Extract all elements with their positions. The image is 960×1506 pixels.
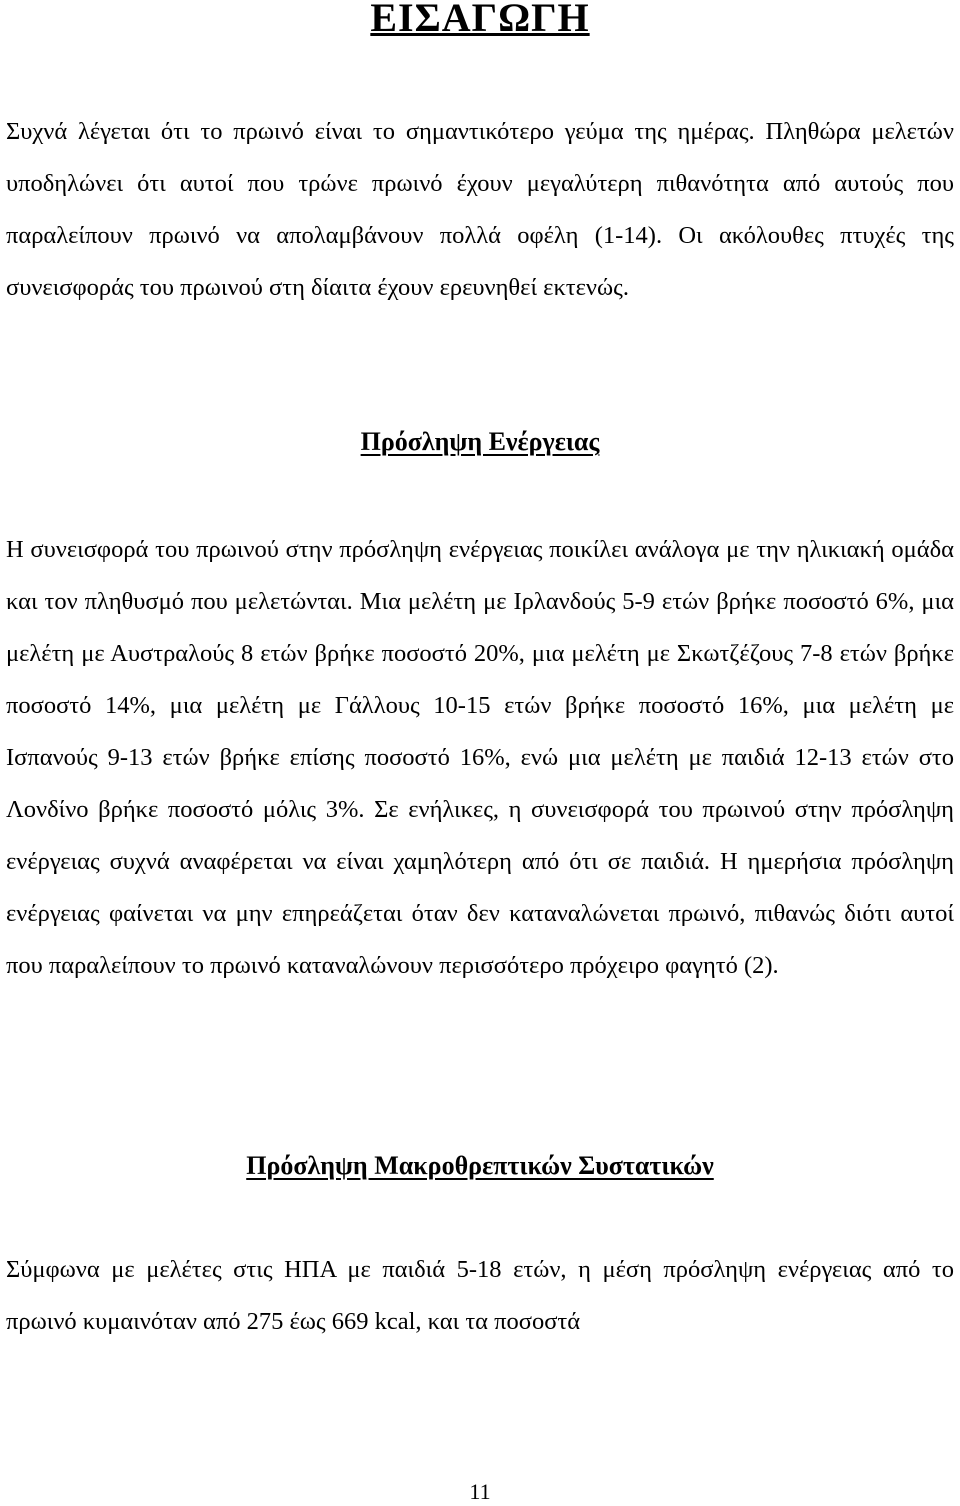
section-heading-macronutrient-intake: Πρόσληψη Μακροθρεπτικών Συστατικών (246, 1151, 714, 1180)
section-heading-energy-intake: Πρόσληψη Ενέργειας (360, 427, 600, 456)
page-title: ΕΙΣΑΓΩΓΗ (370, 0, 590, 40)
intro-paragraph: Συχνά λέγεται ότι το πρωινό είναι το σημαντικότερο γεύμα της ημέρας. Πληθώρα μελετών υποδηλώνει ότι αυτοί που τρώνε πρωινό έχουν μεγαλύτερη πιθανότητα από αυτούς που παραλείπουν πρωινό να απολαμβάνουν πολλά οφέλη (1-14). Οι ακόλουθες πτυχές της συνεισφοράς του πρωινού στη δίαιτα έχουν ερευνηθεί εκτενώς. (6, 118, 954, 301)
page-number: 11 (469, 1479, 491, 1504)
section-paragraph-macronutrient-intake: Σύμφωνα με μελέτες στις ΗΠΑ με παιδιά 5-18 ετών, η μέση πρόσληψη ενέργειας από το πρωινό κυμαινόταν από 275 έως 669 kcal, και τα ποσοστά (6, 1256, 954, 1335)
section-paragraph-energy-intake: Η συνεισφορά του πρωινού στην πρόσληψη ενέργειας ποικίλει ανάλογα με την ηλικιακή ομάδα και τον πληθυσμό που μελετώνται. Μια μελέτη με Ιρλανδούς 5-9 ετών βρήκε ποσοστό 6%, μια μελέτη με Αυστραλούς 8 ετών βρήκε ποσοστό 20%, μια μελέτη με Σκωτζέζους 7-8 ετών βρήκε ποσοστό 14%, μια μελέτη με Γάλλους 10-15 ετών βρήκε ποσοστό 16%, μια μελέτη με Ισπανούς 9-13 ετών βρήκε επίσης ποσοστό 16%, ενώ μια μελέτη με παιδιά 12-13 ετών στο Λονδίνο βρήκε ποσοστό μόλις 3%. Σε ενήλικες, η συνεισφορά του πρωινού στην πρόσληψη ενέργειας συχνά αναφέρεται να είναι χαμηλότερη από ότι σε παιδιά. Η ημερήσια πρόσληψη ενέργειας φαίνεται να μην επηρεάζεται όταν δεν καταναλώνεται πρωινό, πιθανώς διότι αυτοί που παραλείπουν το πρωινό καταναλώνουν περισσότερο πρόχειρο φαγητό (2). (6, 536, 954, 979)
